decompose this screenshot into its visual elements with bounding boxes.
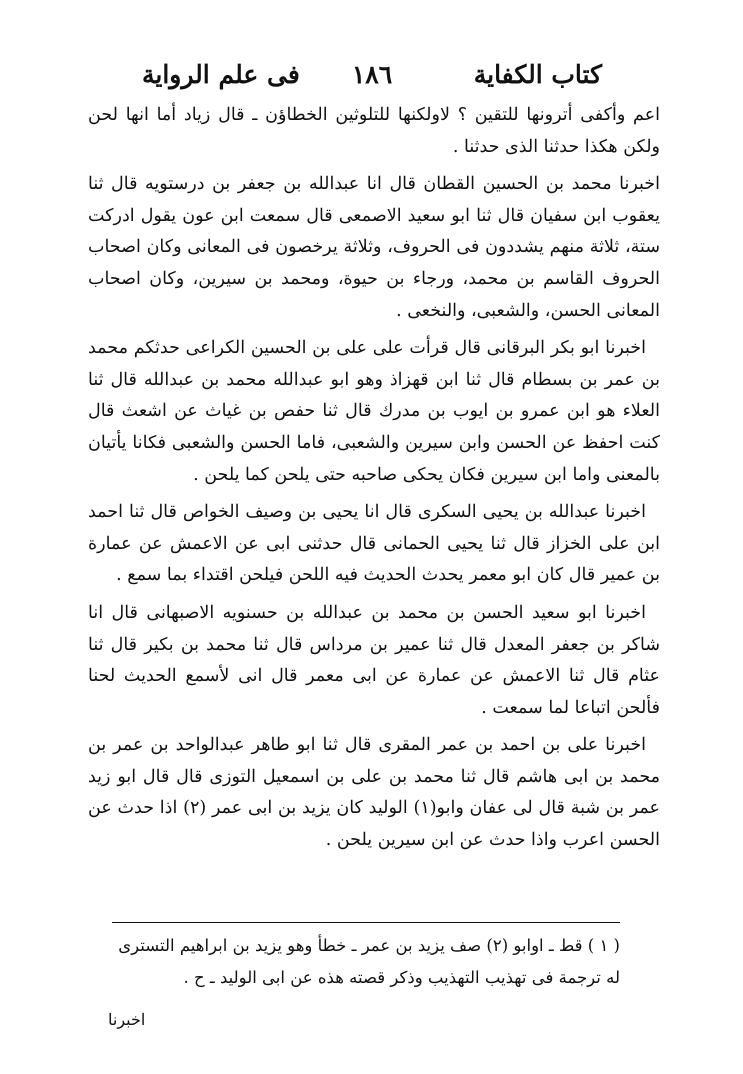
catchword: اخبرنا (108, 1010, 146, 1029)
paragraph-ibn-awn: اخبرنا محمد بن الحسين القطان قال انا عبدالله بن جعفر بن درستويه قال ثنا يعقوب ابن سفيان قال ثنا ابو سعيد الاصمعى قال سمعت ابن عون يقول ادركت ستة، ثلاثة منهم يشددون فى الحروف، وثلاثة يرخصون فى المعانى وكان اصحاب الحروف القاسم بن محمد، ورجاء بن حيوة، ومحمد بن سيرين، وكان اصحاب المعانى الحسن، والشعبى، والنخعى . (88, 174, 660, 321)
footnote: ( ١ ) قط ـ اوابو (٢) صف يزيد بن عمر ـ خطأ وهو يزيد بن ابراهيم التسترى له ترجمة فى تهذيب التهذيب وذكر قصته هذه عن ابى الوليد ـ ح . (118, 936, 620, 987)
paragraph-barqani: اخبرنا ابو بكر البرقانى قال قرأت على على بن الحسين الكراعى حدثكم محمد بن عمر بن بسطام قال ثنا ابن قهزاذ وهو ابو عبدالله محمد بن عبدالله قال ثنا العلاء هو ابن عمرو بن ايوب بن مدرك قال ثنا حفص بن غياث عن اشعث قال كنت احفظ عن الحسن وابن سيرين والشعبى، فاما الحسن والشعبى فكانا يأتيان بالمعنى واما ابن سيرين فكان يحكى صاحبه حتى يلحن كما يلحن . (88, 338, 660, 485)
paragraph-sukkari: اخبرنا عبدالله بن يحيى السكرى قال انا يحيى بن وصيف الخواص قال ثنا احمد ابن على الخزاز قال ثنا يحيى الحمانى قال حدثنى ابى عن الاعمش عن عمارة بن عمير قال كان ابو معمر يحدث الحديث فيه اللحن فيلحن اقتداء بما سمع . (88, 502, 660, 586)
footnote-divider (112, 922, 620, 923)
paragraph-continuation: اعم وأكفى أترونها للتقين ؟ لاولكنها للتلوثين الخطاؤن ـ قال زياد أما انها لحن ولكن هكذا حدثنا الذى حدثنا . (88, 105, 660, 157)
page-number: ١٨٦ (351, 60, 393, 89)
paragraph-hasnawayh: اخبرنا ابو سعيد الحسن بن محمد بن عبدالله بن حسنويه الاصبهانى قال انا شاكر بن جعفر المعدل قال ثنا عمير بن مرداس قال ثنا محمد بن بكير قال ثنا عثام قال ثنا الاعمش عن عمارة عن ابى معمر قال انى لأسمع الحديث لحنا فألحن اتباعا لما سمعت . (88, 602, 660, 718)
running-header (142, 52, 602, 98)
book-title: كتاب الكفاية (473, 60, 602, 89)
main-text (88, 100, 660, 863)
paragraph-muqri: اخبرنا على بن احمد بن عمر المقرى قال ثنا ابو طاهر عبدالواحد بن عمر بن محمد بن ابى هاشم قال ثنا محمد بن على بن اسمعيل التوزى قال قال ابو زيد عمر بن شبة قال لى عفان وابو(١) الوليد كان يزيد بن ابى عمر (٢) اذا حدث عن الحسن اعرب واذا حدث عن ابن سيرين يلحن . (88, 735, 660, 851)
book-subtitle: فى علم الرواية (142, 60, 300, 89)
